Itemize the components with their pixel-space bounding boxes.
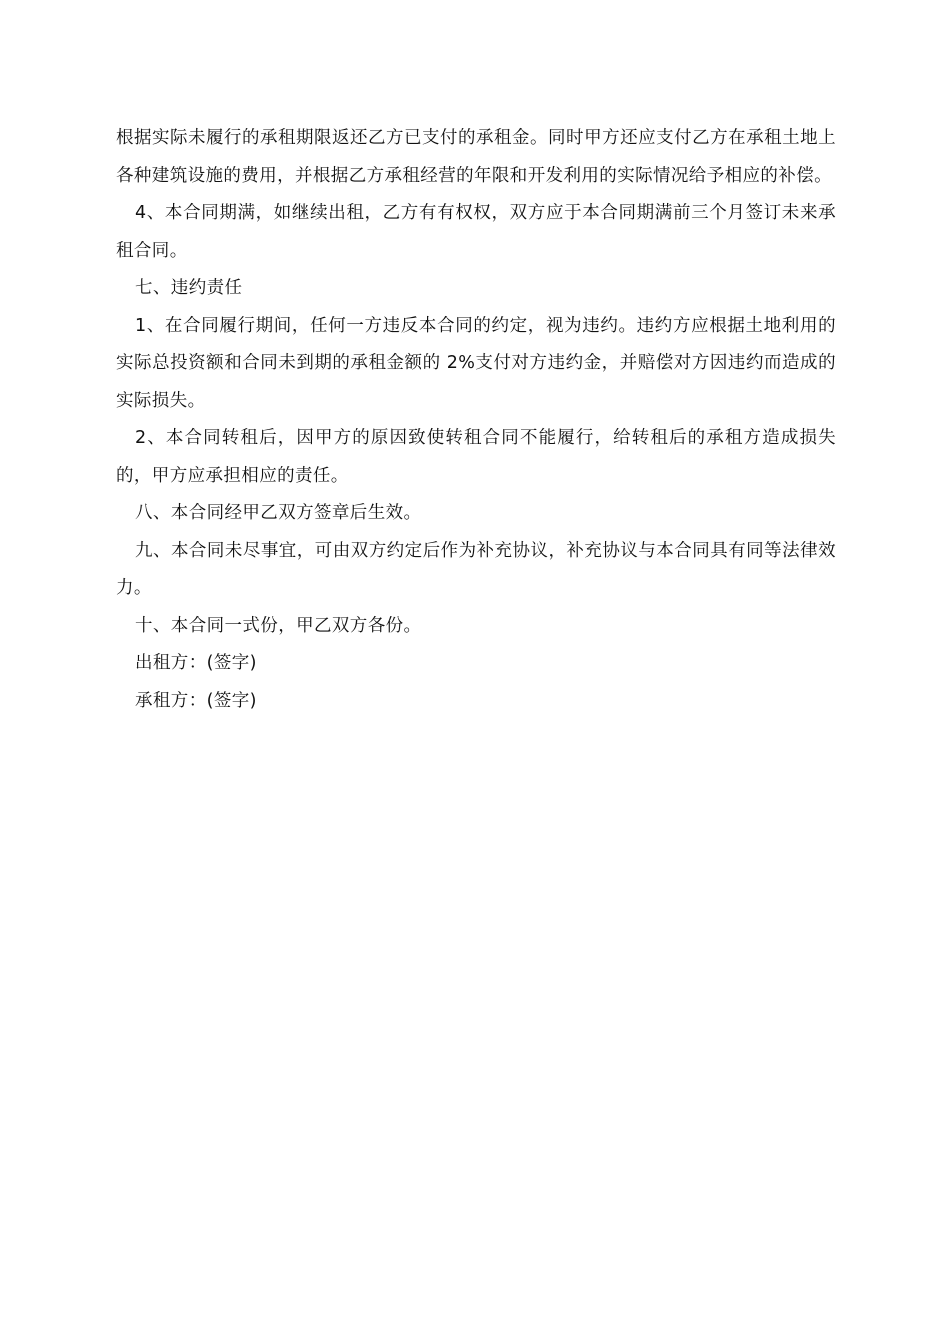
paragraph-refund-compensation: 根据实际未履行的承租期限返还乙方已支付的承租金。同时甲方还应支付乙方在承租土地上各种建筑设施的费用，并根据乙方承租经营的年限和开发利用的实际情况给予相应的补偿。 — [116, 128, 836, 186]
signature-lessor: 出租方：(签字) — [135, 653, 257, 673]
paragraph-clause-4-renewal: 4、本合同期满，如继续出租，乙方有有权权，双方应于本合同期满前三个月签订未来承租合同。 — [116, 203, 836, 261]
paragraph-breach-clause-1: 1、在合同履行期间，任何一方违反本合同的约定，视为违约。违约方应根据土地利用的实际总投资额和合同未到期的承租金额的 2%支付对方违约金，并赔偿对方因违约而造成的实际损失。 — [116, 315, 836, 411]
signature-lessee: 承租方：(签字) — [135, 690, 257, 711]
section-copies-clause: 十、本合同一式份，甲乙双方各份。 — [135, 615, 422, 636]
section-supplementary-clause: 九、本合同未尽事宜，可由双方约定后作为补充协议，补充协议与本合同具有同等法律效力。 — [116, 540, 836, 598]
section-heading-breach-liability: 七、违约责任 — [135, 278, 243, 298]
paragraph-breach-clause-2: 2、本合同转租后，因甲方的原因致使转租合同不能履行，给转租后的承租方造成损失的，甲方应承担相应的责任。 — [116, 428, 836, 486]
contract-body — [116, 120, 836, 720]
section-effective-clause: 八、本合同经甲乙双方签章后生效。 — [135, 503, 422, 523]
